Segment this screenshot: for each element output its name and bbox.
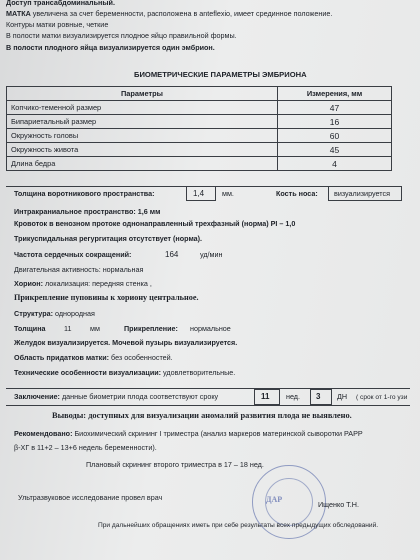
access-line: Доступ трансабдоминальный. bbox=[6, 0, 115, 7]
conclusion-label: Заключение: bbox=[14, 392, 60, 401]
motor-line: Двигательная активность: нормальная bbox=[14, 265, 144, 274]
doctor-label: Ультразвуковое исследование провел врач bbox=[18, 493, 163, 502]
chorion-text: локализация: передняя стенка , bbox=[45, 279, 152, 288]
structure-line bbox=[14, 309, 95, 318]
biometry-table bbox=[6, 86, 392, 171]
stamp-text: ДАР bbox=[266, 495, 283, 504]
adnexa-line bbox=[14, 353, 173, 362]
param-name: Окружность головы bbox=[7, 129, 278, 143]
biometry-title: БИОМЕТРИЧЕСКИЕ ПАРАМЕТРЫ ЭМБРИОНА bbox=[134, 70, 307, 79]
cord-line: Прикрепление пуповины к хориону центральное. bbox=[14, 293, 199, 302]
param-name: Длина бедра bbox=[7, 157, 278, 171]
heart-rate-value: 164 bbox=[165, 250, 179, 259]
uterus-text: увеличена за счет беременности, расположена в anteflexio, имеет срединное положение. bbox=[32, 9, 333, 18]
param-column-header: Параметры bbox=[7, 87, 278, 101]
thickness-unit: мм bbox=[90, 324, 100, 333]
table-row bbox=[7, 157, 392, 171]
chorion-line bbox=[14, 279, 152, 288]
nose-label: Кость носа: bbox=[276, 189, 318, 198]
doctor-name: Ищенко Т.Н. bbox=[318, 500, 359, 509]
uterus-line bbox=[6, 9, 332, 18]
days-box bbox=[310, 389, 332, 405]
adnexa-label: Область придатков матки: bbox=[14, 353, 110, 362]
conclusions-line: Выводы: доступных для визуализации аномалий развития плода не выявлено. bbox=[52, 411, 352, 420]
days-unit: ДН bbox=[337, 392, 348, 401]
nose-value: визуализируется bbox=[334, 189, 390, 198]
param-value: 47 bbox=[278, 101, 392, 115]
intracranial-line: Интракраниальное пространство: 1,6 мм bbox=[14, 207, 161, 216]
param-value: 16 bbox=[278, 115, 392, 129]
divider bbox=[6, 405, 410, 406]
table-row bbox=[7, 115, 392, 129]
table-row bbox=[7, 143, 392, 157]
screening-plan: Плановый скрининг второго триместра в 17 – 18 нед. bbox=[86, 460, 264, 469]
param-value: 60 bbox=[278, 129, 392, 143]
weeks-value: 11 bbox=[261, 392, 270, 401]
heart-rate-label: Частота сердечных сокращений: bbox=[14, 250, 132, 259]
heart-rate-unit: уд/мин bbox=[200, 250, 223, 259]
biometry-header-row bbox=[7, 87, 392, 101]
nuchal-label: Толщина воротникового пространства: bbox=[14, 189, 155, 198]
param-value: 45 bbox=[278, 143, 392, 157]
value-column-header: Измерения, мм bbox=[278, 87, 392, 101]
embryo-line: В полости плодного яйца визуализируется один эмбрион. bbox=[6, 43, 215, 52]
nuchal-value: 1,4 bbox=[193, 189, 205, 198]
tricuspid-line: Трикуспидальная регургитация отсутствует (норма). bbox=[14, 234, 203, 243]
ductus-line: Кровоток в венозном протоке однонаправленный трехфазный (норма) PI – 1,0 bbox=[14, 219, 296, 228]
uterus-label: МАТКА bbox=[6, 9, 31, 18]
technical-line bbox=[14, 368, 235, 377]
thickness-value: 11 bbox=[64, 324, 72, 333]
structure-value: однородная bbox=[54, 309, 95, 318]
contour-line: Контуры матки ровные, четкие bbox=[6, 20, 109, 29]
conclusion-text: данные биометрии плода соответствуют сроку bbox=[61, 392, 219, 401]
adnexa-value: без особенностей. bbox=[111, 353, 173, 362]
param-name: Копчико-теменной размер bbox=[7, 101, 278, 115]
param-value: 4 bbox=[278, 157, 392, 171]
recommendation-text: Биохимический скрининг I триместра (анализ маркеров материнской сыворотки PAPP bbox=[74, 429, 363, 438]
recommendation-line-2: β-ХГ в 11+2 – 13+6 недель беременности). bbox=[14, 443, 157, 452]
technical-value: удовлетворительные. bbox=[163, 368, 236, 377]
conclusion-line bbox=[14, 392, 218, 401]
structure-label: Структура: bbox=[14, 309, 53, 318]
days-value: 3 bbox=[316, 392, 321, 401]
chorion-label: Хорион: bbox=[14, 279, 44, 288]
attachment-value: нормальное bbox=[190, 324, 231, 333]
stomach-line: Желудок визуализируется. Мочевой пузырь визуализируется. bbox=[14, 338, 238, 347]
footer-note: При дальнейших обращениях иметь при себе результаты всех предыдущих обследований. bbox=[98, 522, 379, 529]
nuchal-unit: мм. bbox=[222, 189, 234, 198]
thickness-label: Толщина bbox=[14, 324, 46, 333]
param-name: Бипариетальный размер bbox=[7, 115, 278, 129]
ovum-line: В полости матки визуализируется плодное яйцо правильной формы. bbox=[6, 31, 237, 40]
divider bbox=[6, 388, 410, 389]
conclusion-note: ( срок от 1-го узи bbox=[356, 394, 408, 401]
table-row bbox=[7, 129, 392, 143]
param-name: Окружность живота bbox=[7, 143, 278, 157]
table-row bbox=[7, 101, 392, 115]
attachment-label: Прикрепление: bbox=[124, 324, 178, 333]
weeks-unit: нед. bbox=[286, 392, 300, 401]
recommendation-label: Рекомендовано: bbox=[14, 429, 73, 438]
technical-label: Технические особенности визуализации: bbox=[14, 368, 162, 377]
recommendation-line bbox=[14, 429, 363, 438]
